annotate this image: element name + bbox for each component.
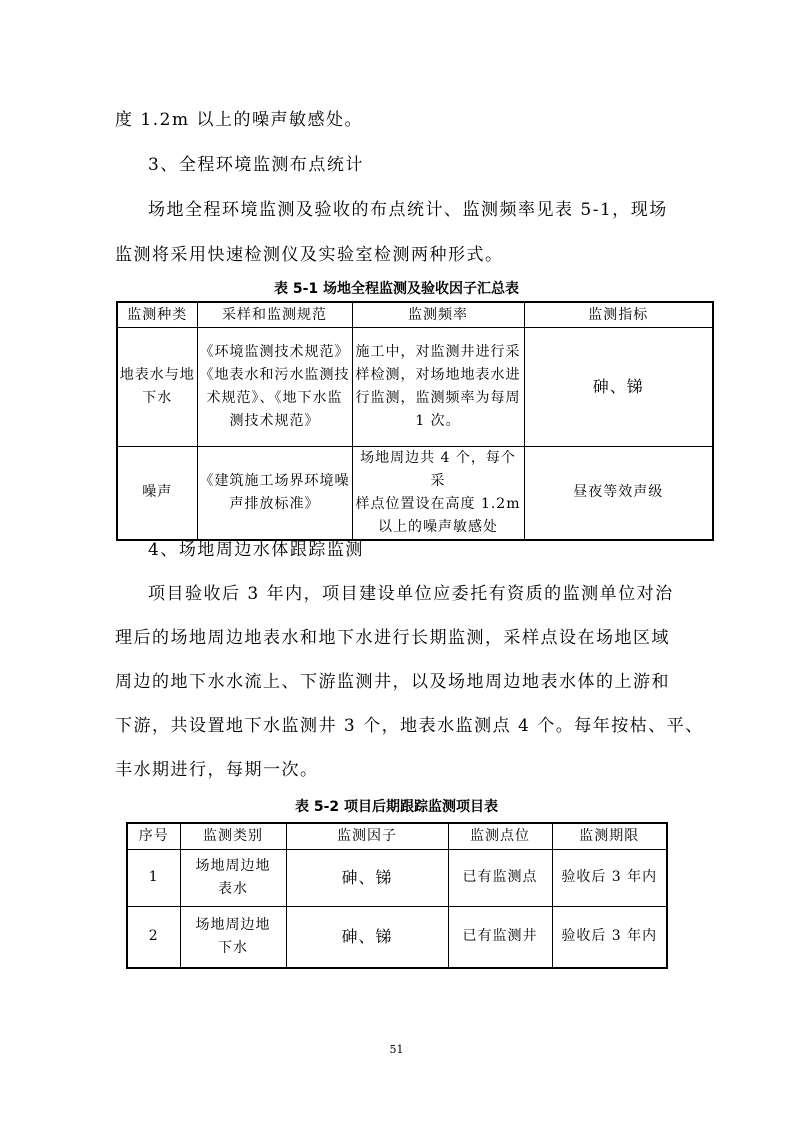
cell-line: 场地周边地 — [195, 916, 271, 933]
table-cell-type — [117, 327, 197, 446]
table-cell-no: 2 — [127, 906, 180, 968]
table-caption: 表 5-1 场地全程监测及验收因子汇总表 — [273, 281, 520, 297]
cell-line: 《建筑施工场界环境噪 — [199, 472, 350, 489]
table-row — [117, 446, 713, 540]
table-cell-indicator: 砷、锑 — [524, 327, 713, 446]
paragraph-line: 下游，共设置地下水监测井 3 个，地表水监测点 4 个。每年按枯、平、 — [115, 716, 704, 736]
table-header-cell: 监测频率 — [352, 302, 524, 327]
table-cell-period: 验收后 3 年内 — [552, 849, 667, 906]
table-header-cell: 监测种类 — [117, 302, 197, 327]
paragraph-line: 监测将采用快速检测仪及实验室检测两种形式。 — [115, 245, 504, 265]
table-header-cell: 监测因子 — [286, 823, 448, 849]
table-header-cell: 监测指标 — [524, 302, 713, 327]
table-row — [117, 327, 713, 446]
cell-line: 地表水与地 — [119, 366, 195, 383]
cell-line: 下水 — [142, 389, 173, 406]
table-cell-factor: 砷、锑 — [286, 849, 448, 906]
cell-line: 以上的噪声敏感处 — [378, 518, 498, 535]
cell-line: 测技术规范》 — [229, 412, 320, 429]
table-cell-frequency — [352, 446, 524, 540]
monitoring-summary-table — [116, 301, 714, 541]
paragraph-line: 场地全程环境监测及验收的布点统计、监测频率见表 5-1，现场 — [148, 200, 668, 220]
table-cell-standard — [197, 446, 352, 540]
cell-line: 施工中，对监测井进行采 — [355, 343, 521, 360]
paragraph-line: 丰水期进行，每期一次。 — [115, 760, 319, 780]
table-cell-period: 验收后 3 年内 — [552, 906, 667, 968]
paragraph-line: 度 1.2m 以上的噪声敏感处。 — [115, 110, 363, 130]
table-cell-category — [180, 906, 286, 968]
table-cell-point: 已有监测井 — [448, 906, 552, 968]
table-row — [127, 849, 667, 906]
table-cell-no: 1 — [127, 849, 180, 906]
table-cell-category — [180, 849, 286, 906]
cell-line: 样检测，对场地地表水进 — [355, 366, 521, 383]
section-heading: 4、场地周边水体跟踪监测 — [148, 540, 364, 560]
table-header-cell: 监测类别 — [180, 823, 286, 849]
follow-up-monitoring-table — [126, 822, 668, 969]
table-row — [127, 906, 667, 968]
cell-line: 场地周边共 4 个，每个采 — [360, 449, 516, 489]
cell-line: 样点位置设在高度 1.2m — [355, 495, 521, 512]
paragraph-line: 项目验收后 3 年内，项目建设单位应委托有资质的监测单位对治 — [148, 584, 674, 604]
table-caption: 表 5-2 项目后期跟踪监测项目表 — [294, 799, 499, 815]
table-header-cell: 监测期限 — [552, 823, 667, 849]
table-header-cell: 序号 — [127, 823, 180, 849]
table-cell-factor: 砷、锑 — [286, 906, 448, 968]
section-heading: 3、全程环境监测布点统计 — [148, 155, 364, 175]
table-header-row — [117, 302, 713, 327]
table-header-row — [127, 823, 667, 849]
cell-line: 场地周边地 — [195, 857, 271, 874]
table-cell-point: 已有监测点 — [448, 849, 552, 906]
cell-line: 噪声 — [142, 484, 173, 500]
table-header-cell: 监测点位 — [448, 823, 552, 849]
table-cell-type — [117, 446, 197, 540]
table-cell-indicator: 昼夜等效声级 — [524, 446, 713, 540]
page-number: 51 — [389, 1043, 404, 1056]
cell-line: 下水 — [218, 939, 248, 956]
cell-line: 《地表水和污水监测技 — [199, 366, 350, 383]
cell-line: 术规范》、《地下水监 — [206, 389, 343, 406]
cell-line: 声排放标准》 — [229, 495, 320, 512]
table-header-cell: 采样和监测规范 — [197, 302, 352, 327]
paragraph-line: 理后的场地周边地表水和地下水进行长期监测，采样点设在场地区域 — [115, 628, 670, 648]
paragraph-line: 周边的地下水水流上、下游监测井，以及场地周边地表水体的上游和 — [115, 672, 670, 692]
cell-line: 表水 — [218, 880, 248, 897]
cell-line: 1 次。 — [415, 412, 461, 429]
cell-line: 行监测，监测频率为每周 — [355, 389, 521, 406]
table-cell-frequency — [352, 327, 524, 446]
cell-line: 《环境监测技术规范》 — [199, 343, 350, 360]
table-cell-standard — [197, 327, 352, 446]
